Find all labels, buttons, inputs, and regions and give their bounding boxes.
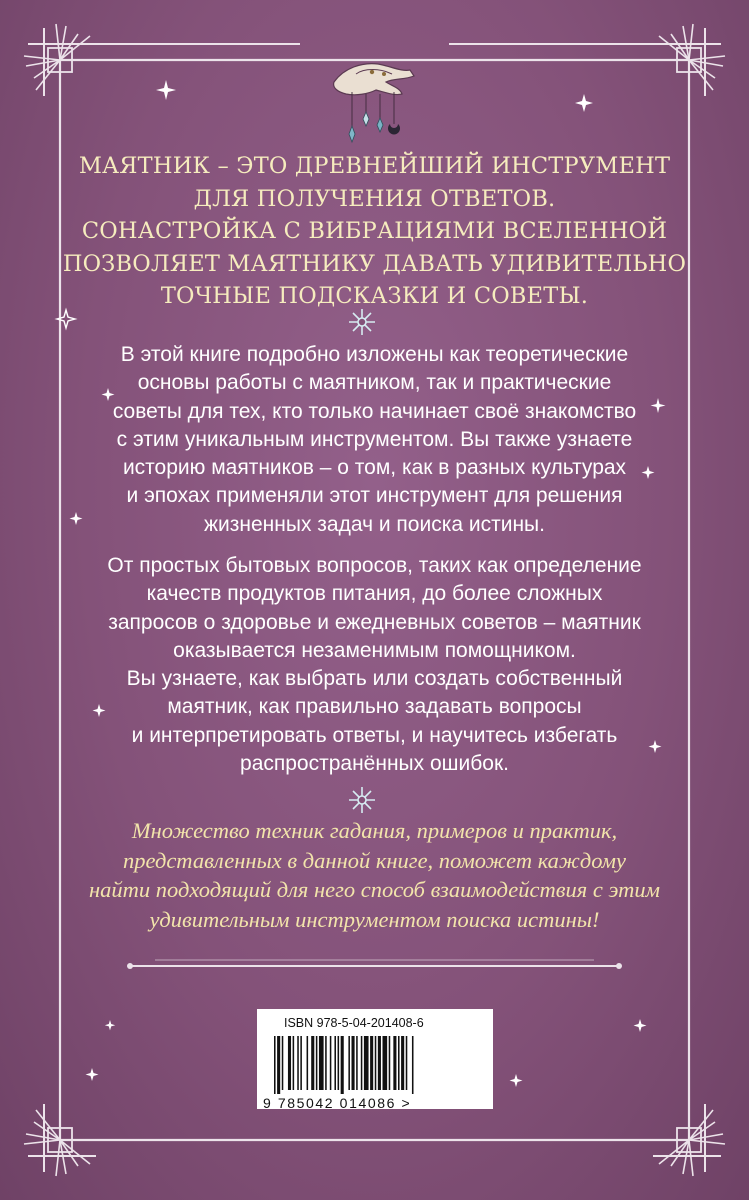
headline-line: ДЛЯ ПОЛУЧЕНИЯ ОТВЕТОВ. <box>193 185 556 212</box>
tagline-line: представленных в данной книге, поможет каждому <box>123 847 626 873</box>
barcode-bar <box>338 1036 340 1090</box>
barcode-bar <box>348 1036 350 1090</box>
barcode-digits: 9 785042 014086 > <box>263 1095 412 1111</box>
paragraph-line: и эпохах применяли этот инструмент для решения <box>126 484 623 508</box>
paragraph-line: качеств продуктов питания, до более сложных <box>146 582 603 606</box>
headline-line: МАЯТНИК – ЭТО ДРЕВНЕЙШИЙ ИНСТРУМЕНТ <box>78 153 671 179</box>
paragraph-line: От простых бытовых вопросов, таких как определение <box>107 554 642 577</box>
barcode-bar <box>319 1036 324 1090</box>
paragraph-line: советы для тех, кто только начинает своё знакомство <box>112 399 637 423</box>
star-divider-icon <box>349 787 375 813</box>
paragraph-line: распространённых ошибок. <box>240 752 509 776</box>
tagline-line: Множество техник гадания, примеров и практик, <box>131 818 618 843</box>
corner-sunburst-top-right <box>659 24 725 90</box>
barcode-bar <box>361 1036 363 1090</box>
paragraph-line: Вы узнаете, как выбрать или создать собственный <box>126 667 623 691</box>
barcode-bar <box>274 1036 276 1094</box>
paragraph-line: маятник, как правильно задавать вопросы <box>167 695 582 719</box>
barcode-bar <box>311 1036 314 1090</box>
corner-sunburst-bottom-right <box>659 1110 725 1176</box>
barcode-bar <box>398 1036 400 1090</box>
headline <box>60 150 689 313</box>
barcode-bar <box>406 1036 408 1090</box>
barcode-bar <box>293 1036 295 1090</box>
barcode-bar <box>334 1036 336 1090</box>
barcode-bar <box>378 1036 381 1090</box>
barcode-bar <box>341 1036 344 1094</box>
corner-sunburst-top-left <box>24 24 90 90</box>
bottom-divider <box>127 960 622 969</box>
description-paragraph-2 <box>40 552 709 778</box>
barcode-bar <box>356 1036 358 1090</box>
barcode-bar <box>316 1036 318 1090</box>
barcode-bar <box>383 1036 388 1090</box>
star-divider-icon <box>349 309 375 335</box>
hand-with-crystal-pendulums-icon <box>334 64 414 142</box>
headline-line: ТОЧНЫЕ ПОДСКАЗКИ И СОВЕТЫ. <box>160 283 589 309</box>
barcode-bar <box>352 1036 355 1090</box>
barcode-bar <box>364 1036 369 1090</box>
paragraph-line: запросов о здоровье и ежедневных советов – маятник <box>108 610 641 634</box>
barcode-bar <box>393 1036 396 1090</box>
paragraph-line: и интерпретировать ответы, и научитесь избегать <box>131 723 618 747</box>
barcode-bar <box>300 1036 302 1090</box>
barcode <box>274 1036 478 1094</box>
barcode-bar <box>325 1036 327 1090</box>
paragraph-line: оказывается незаменимым помощником. <box>173 638 576 662</box>
barcode-bar <box>282 1036 284 1090</box>
paragraph-line: основы работы с маятником, так и практические <box>137 371 612 395</box>
barcode-bar <box>412 1036 414 1094</box>
headline-line: СОНАСТРОЙКА С ВИБРАЦИЯМИ ВСЕЛЕННОЙ <box>81 218 668 244</box>
barcode-bar <box>401 1036 404 1090</box>
barcode-bar <box>389 1036 391 1090</box>
tagline-line: удивительным инструментом поиска истины! <box>149 906 600 932</box>
isbn-label: ISBN 978-5-04-201408-6 <box>284 1016 424 1030</box>
headline-line: ПОЗВОЛЯЕТ МАЯТНИКУ ДАВАТЬ УДИВИТЕЛЬНО <box>62 250 687 277</box>
tagline-line: найти подходящий для него способ взаимодействия с этим <box>89 877 660 902</box>
corner-sunburst-bottom-left <box>24 1110 90 1176</box>
barcode-bar <box>375 1036 377 1090</box>
barcode-bar <box>288 1036 291 1090</box>
description-paragraph-1 <box>40 341 709 539</box>
barcode-bar <box>307 1036 309 1090</box>
paragraph-line: жизненных задач и поиска истины. <box>204 512 545 536</box>
paragraph-line: с этим уникальным инструментом. Вы также узнаете <box>116 427 633 451</box>
paragraph-line: историю маятников – о том, как в разных культурах <box>122 456 627 480</box>
barcode-bar <box>277 1036 280 1094</box>
isbn-barcode-block <box>257 1009 493 1109</box>
barcode-bar <box>370 1036 373 1090</box>
barcode-bar <box>297 1036 299 1090</box>
italic-tagline <box>40 816 709 934</box>
barcode-bar <box>330 1036 332 1090</box>
paragraph-line: В этой книге подробно изложены как теоретические <box>120 343 629 366</box>
